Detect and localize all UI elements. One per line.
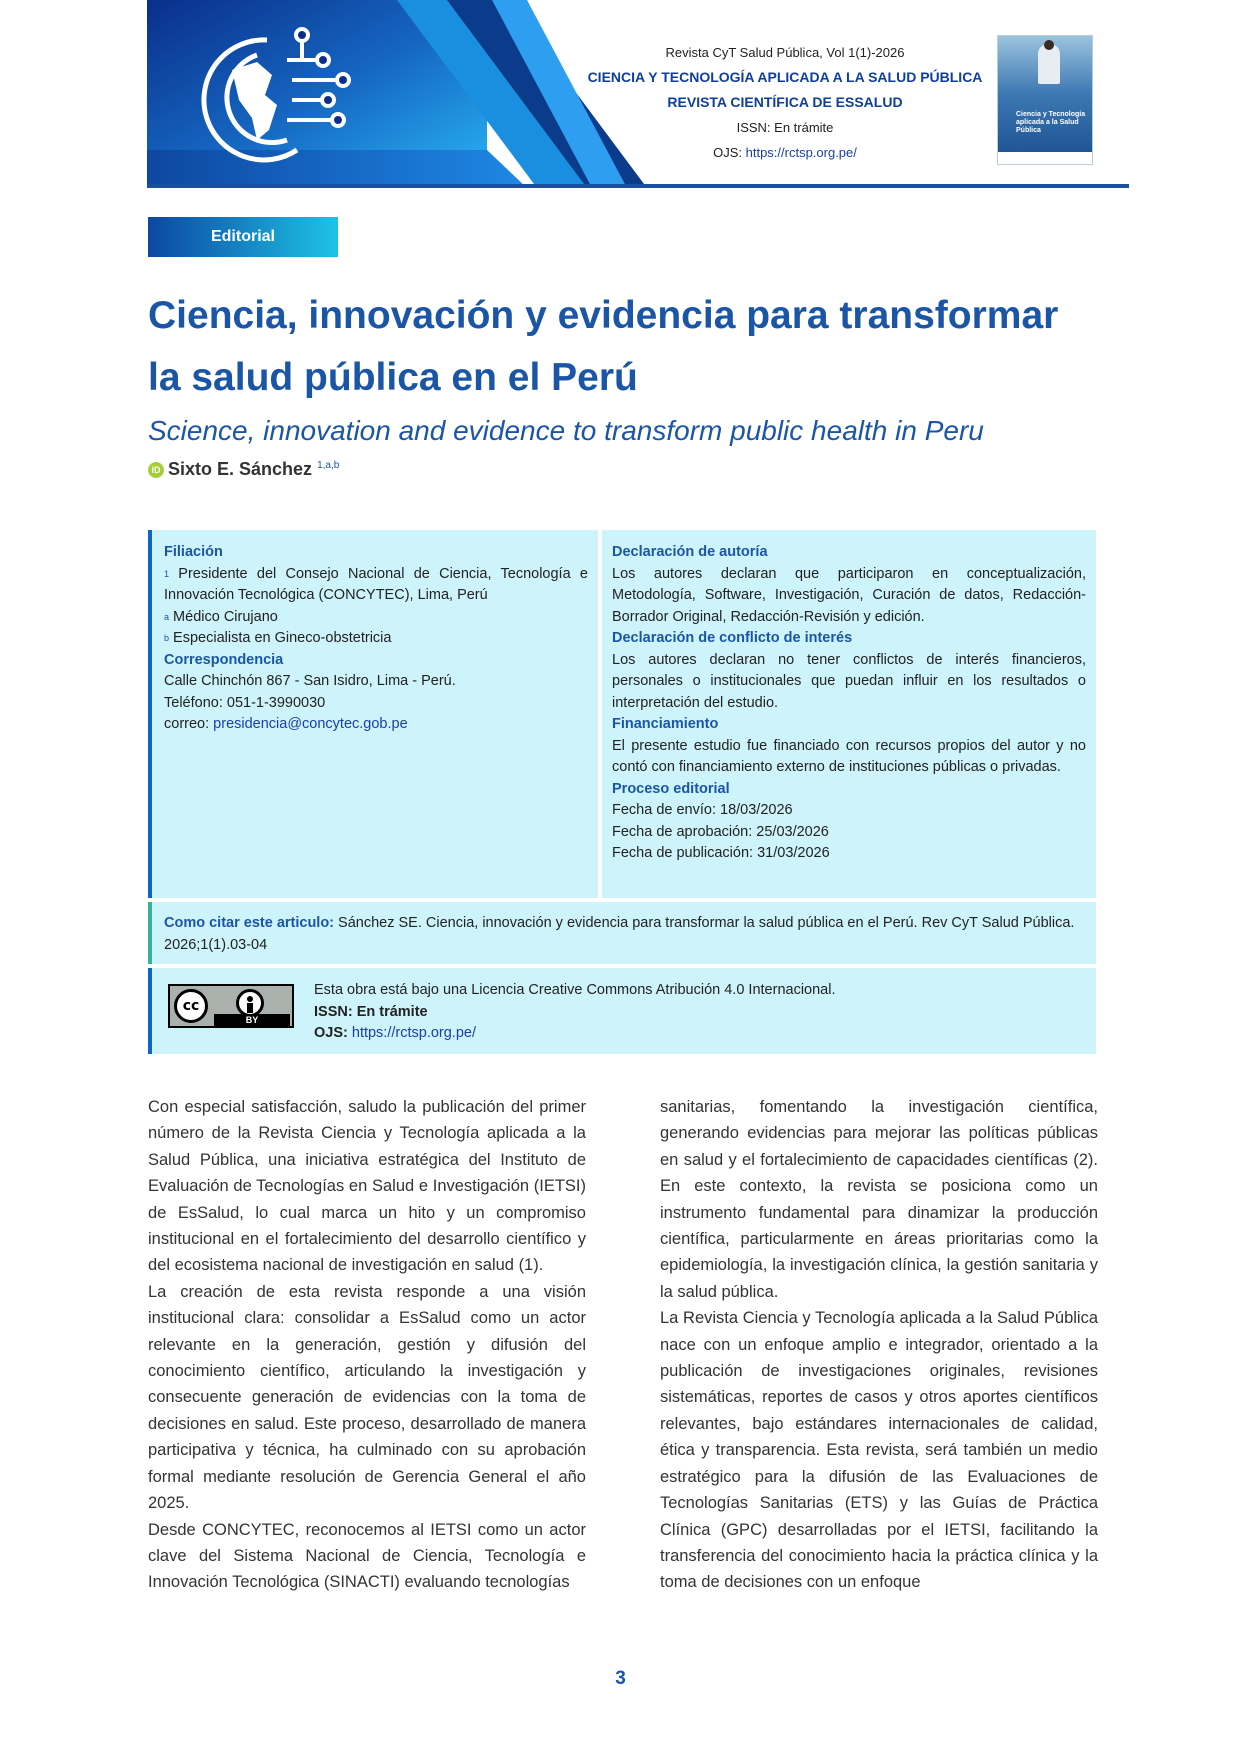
fecha-envio: Fecha de envío: 18/03/2026 xyxy=(612,802,793,818)
cc-by-license-icon[interactable] xyxy=(168,984,294,1028)
paragraph: sanitarias, fomentando la investigación científica, generando evidencias para mejorar las políticas públicas en salud y el fortalecimiento de capacidades científicas (2). En este contexto, la revista se posiciona como un instrumento fundamental para dinamizar la producción científica, particularmente en áreas prioritarias como la epidemiología, la investigación clínica, la gestión sanitaria y la salud pública. xyxy=(660,1098,1098,1301)
cover-footer xyxy=(998,152,1092,164)
by-label: BY xyxy=(214,1014,290,1026)
article-subtitle: Science, innovation and evidence to transform public health in Peru xyxy=(148,415,984,446)
journal-subtitle: REVISTA CIENTÍFICA DE ESSALUD xyxy=(667,94,903,110)
cover-figure-head xyxy=(1044,40,1054,50)
info-left-column xyxy=(148,530,598,898)
filiacion-heading: Filiación xyxy=(164,544,223,560)
cover-title: Ciencia y Tecnología aplicada a la Salud Pública xyxy=(1016,111,1086,134)
journal-info xyxy=(560,40,1010,165)
page-number: 3 xyxy=(615,1668,626,1689)
license-issn: ISSN: En trámite xyxy=(314,1003,428,1020)
financiamiento-text: El presente estudio fue financiado con recursos propios del autor y no contó con financiamiento externo de instituciones públicas o privadas. xyxy=(612,737,1086,775)
journal-issn: ISSN: En trámite xyxy=(736,120,834,135)
license-text: Esta obra está bajo una Licencia Creative Commons Atribución 4.0 Internacional. xyxy=(314,982,836,998)
author-name: Sixto E. Sánchez xyxy=(168,459,313,479)
license-text-block xyxy=(314,980,1094,1045)
section-tag: Editorial xyxy=(148,217,338,257)
phone: Teléfono: 051-1-3990030 xyxy=(164,694,326,711)
license-box xyxy=(148,968,1096,1054)
author-line xyxy=(148,459,339,480)
body-column-right xyxy=(660,1094,1098,1596)
autoria-heading: Declaración de autoría xyxy=(612,544,768,560)
article-info-box xyxy=(148,530,1096,898)
journal-name: CIENCIA Y TECNOLOGÍA APLICADA A LA SALUD PÚBLICA xyxy=(587,69,983,85)
author-affil-sup: 1,a,b xyxy=(317,460,340,471)
affiliation-a: $^a$ Médico Cirujano xyxy=(164,608,278,625)
journal-volume: Revista CyT Salud Pública, Vol 1(1)-2026 xyxy=(665,45,905,60)
affiliation-1: $^1$ Presidente del Consejo Nacional de Ciencia, Tecnología e Innovación Tecnológica (CONCYTEC), Lima, Perú xyxy=(164,565,588,603)
article-title: Ciencia, innovación y evidencia para transformar la salud pública en el Perú xyxy=(148,294,1059,399)
email-line: correo: presidencia@concytec.gob.pe xyxy=(164,716,408,732)
journal-ojs: OJS: https://rctsp.org.pe/ xyxy=(713,145,857,160)
cc-icon: cc xyxy=(174,989,208,1023)
attribution-icon xyxy=(236,989,264,1017)
paragraph: La Revista Ciencia y Tecnología aplicada a la Salud Pública nace con un enfoque amplio e integrador, orientado a la publicación de investigaciones originales, revisiones sistemáticas, reportes de casos y otros aportes científicos relevantes, bajo estándares internacionales de calidad, ética y transparencia. Esta revista, será también un medio estratégico para la difusión de las Evaluaciones de Tecnologías Sanitarias (ETS) y las Guías de Práctica Clínica (GPC) desarrolladas por el IETSI, facilitando la transferencia del conocimiento hacia la práctica clínica y la toma de decisiones con un enfoque xyxy=(660,1309,1098,1592)
email-link[interactable]: presidencia@concytec.gob.pe xyxy=(213,716,408,732)
paragraph: Con especial satisfacción, saludo la publicación del primer número de la Revista Ciencia y Tecnología aplicada a la Salud Pública, una iniciativa estratégica del Instituto de Evaluación de Tecnologías en Salud e Investigación (IETSI) de EsSalud, lo cual marca un hito y un compromiso institucional en el fortalecimiento del desarrollo científico y del ecosistema nacional de investigación en salud (1). xyxy=(148,1098,586,1275)
address: Calle Chinchón 867 - San Isidro, Lima - Perú. xyxy=(164,673,456,689)
fecha-aprobacion: Fecha de aprobación: 25/03/2026 xyxy=(612,823,829,840)
info-right-column xyxy=(602,530,1096,898)
journal-banner xyxy=(147,0,1129,188)
body-column-left xyxy=(148,1094,586,1596)
paragraph: La creación de esta revista responde a una visión institucional clara: consolidar a EsSalud como un actor relevante en la generación, gestión y difusión del conocimiento científico, articulando la investigación y consecuente generación de evidencias con la toma de decisiones en salud. Este proceso, desarrollado de manera participativa y técnica, ha culminado con su aprobación formal mediante resolución de Gerencia General el año 2025. xyxy=(148,1282,586,1513)
paragraph: Desde CONCYTEC, reconocemos al IETSI como un actor clave del Sistema Nacional de Ciencia, Tecnología e Innovación Tecnológica (SINACTI) evaluando tecnologías xyxy=(148,1520,586,1592)
banner-rule xyxy=(147,184,1129,188)
license-ojs-link[interactable]: https://rctsp.org.pe/ xyxy=(351,1025,476,1041)
cover-figure xyxy=(1038,44,1060,84)
conflicto-text: Los autores declaran no tener conflictos de interés financieros, personales o institucionales que puedan influir en los resultados o interpretación del estudio. xyxy=(612,651,1086,711)
proceso-heading: Proceso editorial xyxy=(612,780,730,797)
journal-cover-thumbnail xyxy=(997,35,1093,165)
financiamiento-heading: Financiamiento xyxy=(612,716,719,732)
autoria-text: Los autores declaran que participaron en conceptualización, Metodología, Software, Investigación, Curación de datos, Redacción-Borrador Original, Redacción-Revisión y edición. xyxy=(612,565,1086,625)
correspondencia-heading: Correspondencia xyxy=(164,651,284,668)
ojs-link[interactable]: https://rctsp.org.pe/ xyxy=(745,145,857,160)
fecha-publicacion: Fecha de publicación: 31/03/2026 xyxy=(612,845,830,861)
citation-box xyxy=(148,902,1096,964)
license-ojs: OJS: https://rctsp.org.pe/ xyxy=(314,1025,476,1041)
orcid-icon[interactable]: iD xyxy=(148,462,164,478)
citation-text: Sánchez SE. Ciencia, innovación y evidencia para transformar la salud pública en el Perú. Rev CyT Salud Pública. 2026;1(1).03-04 xyxy=(164,915,1075,953)
affiliation-b: $^b$ Especialista en Gineco-obstetricia xyxy=(164,630,392,646)
citation-label: Como citar este articulo: xyxy=(164,915,335,931)
conflicto-heading: Declaración de conflicto de interés xyxy=(612,630,853,646)
